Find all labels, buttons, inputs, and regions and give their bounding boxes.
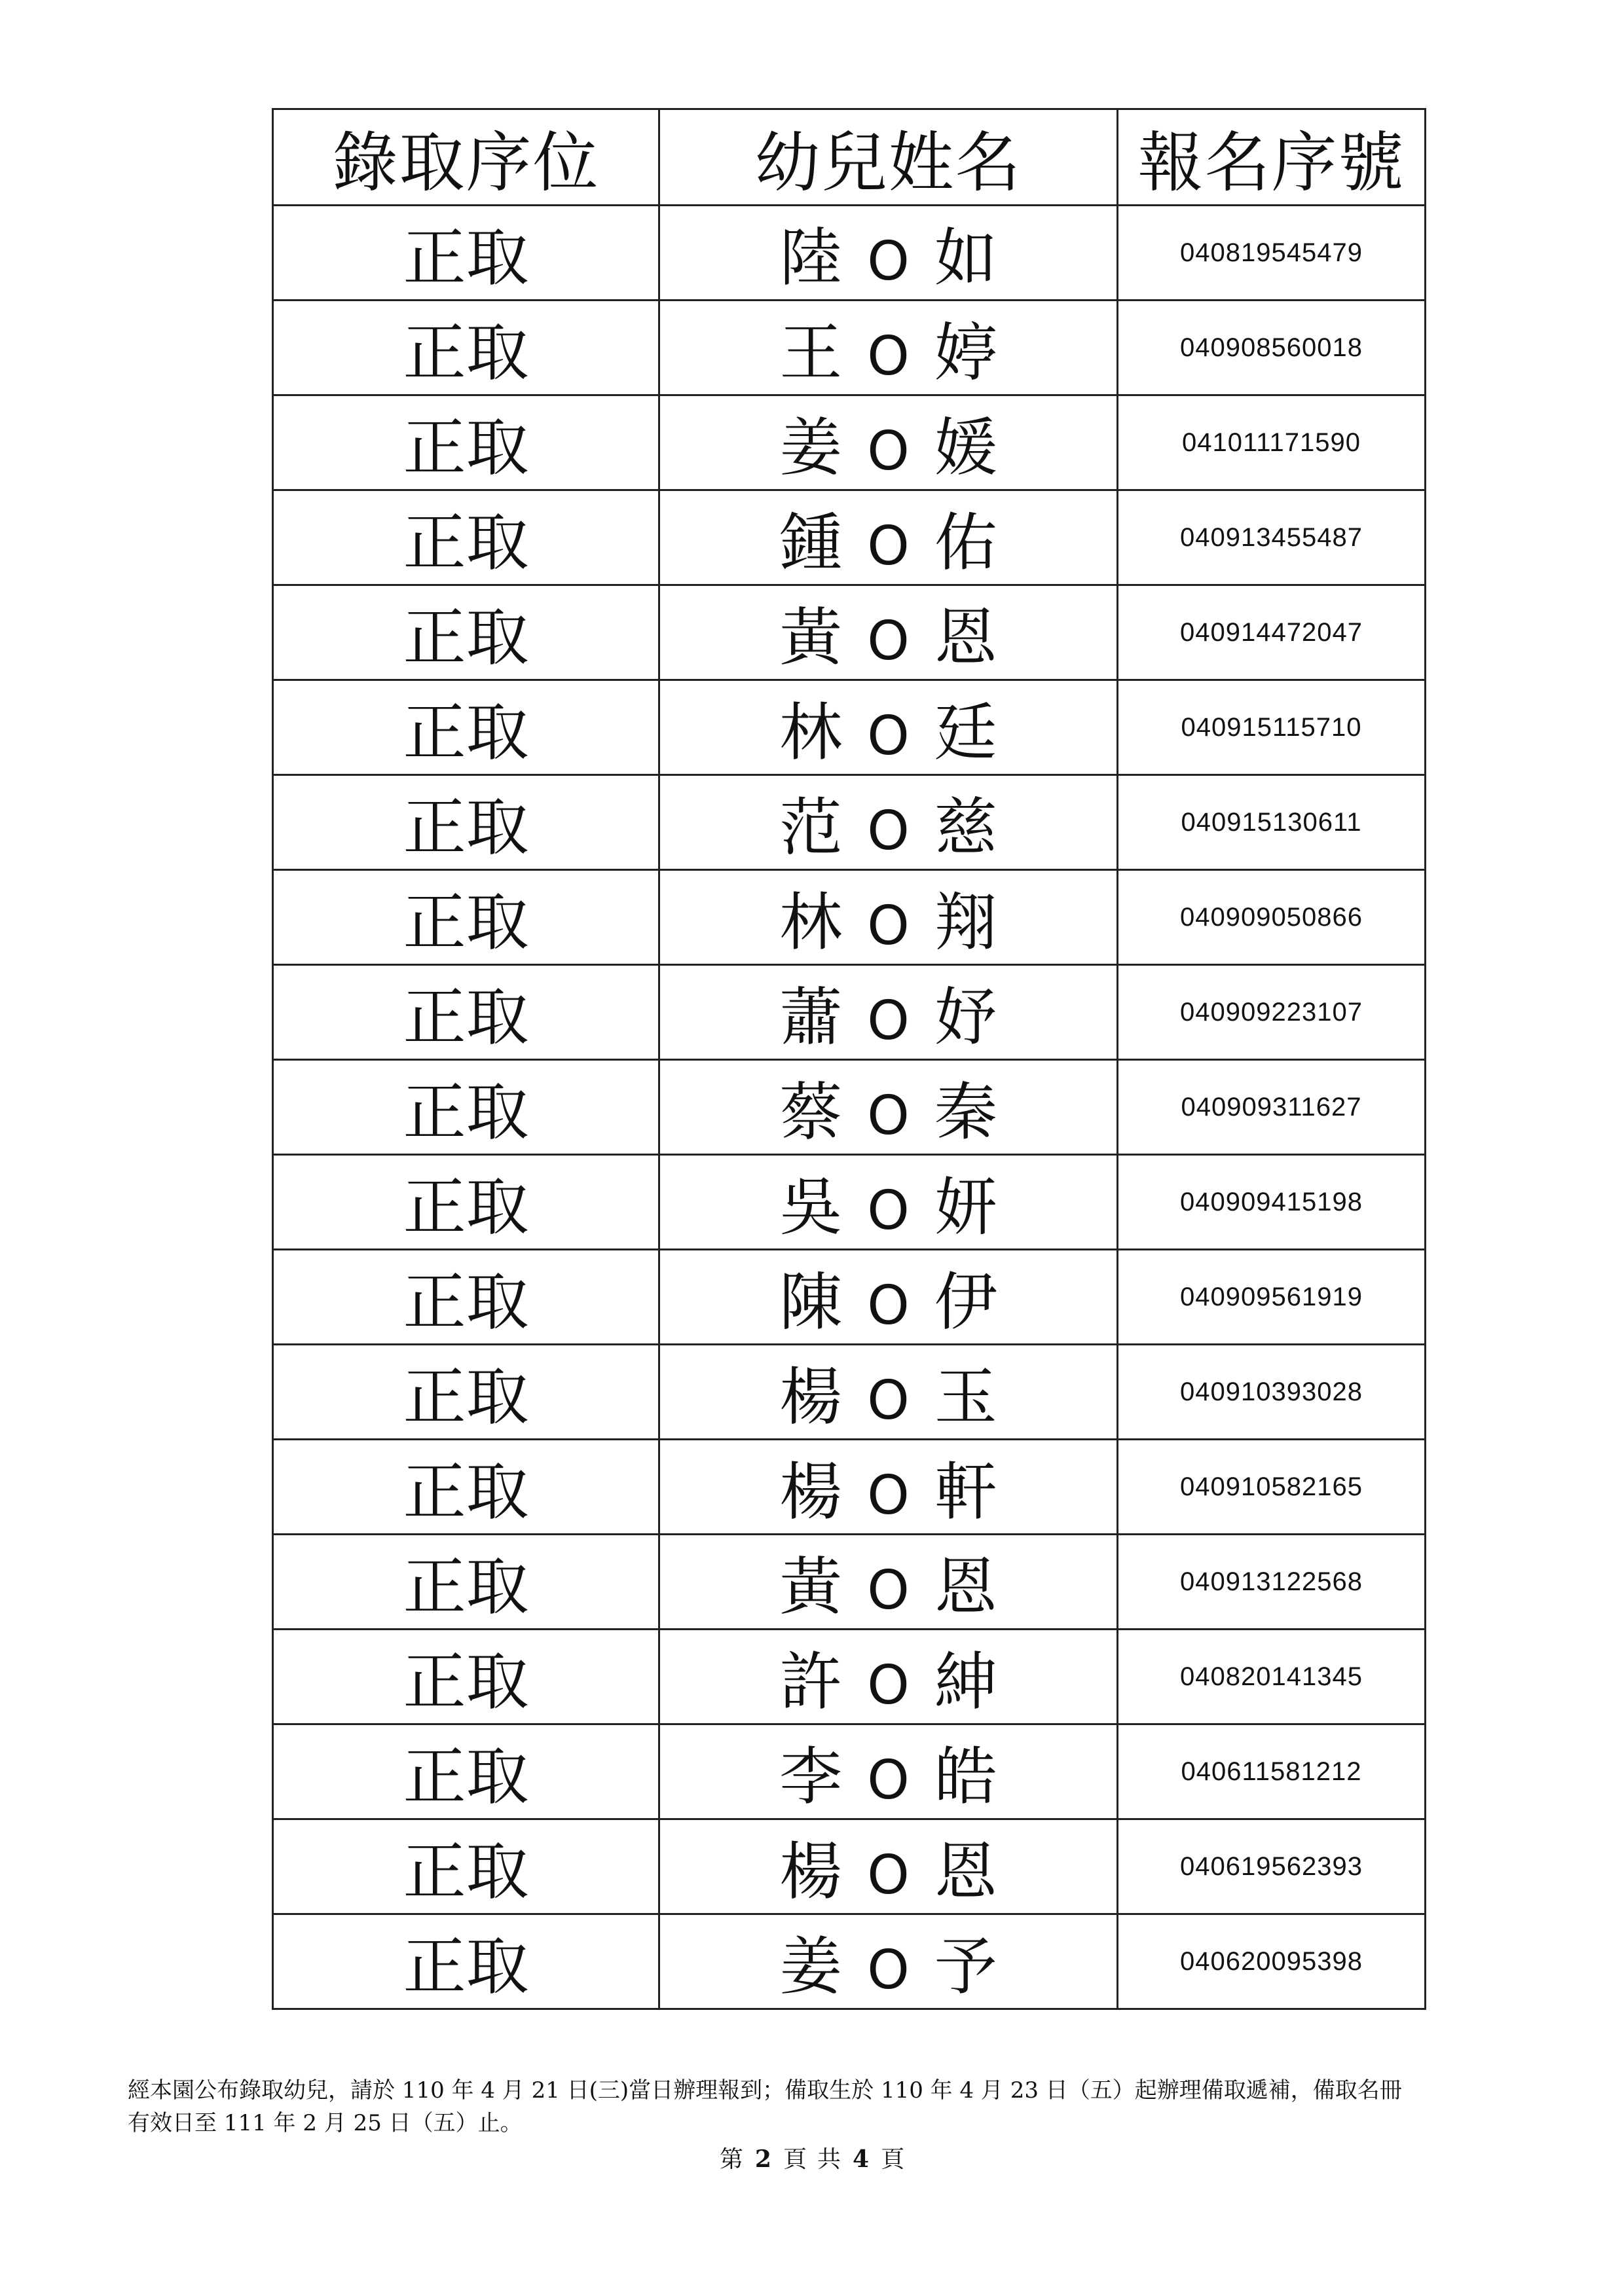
- registration-number-cell: 040909561919: [1118, 1250, 1426, 1345]
- child-name-given: 妤: [934, 980, 997, 1054]
- child-name-cell: [659, 1250, 1118, 1345]
- child-name-mask: O: [867, 1084, 910, 1147]
- child-name-given: 恩: [934, 600, 997, 674]
- table-row: [273, 680, 1426, 775]
- table-row: [273, 395, 1426, 490]
- child-name-mask: O: [867, 230, 910, 293]
- admission-status-cell: 正取: [273, 1914, 659, 2009]
- admission-status-cell: 正取: [273, 1819, 659, 1914]
- child-name-surname: 蕭: [779, 980, 843, 1054]
- child-name-mask: O: [867, 1654, 910, 1717]
- child-name-surname: 姜: [779, 410, 843, 484]
- table-row: [273, 775, 1426, 870]
- child-name-surname: 許: [779, 1645, 843, 1719]
- registration-number-cell: 040909415198: [1118, 1155, 1426, 1250]
- table-row: [273, 870, 1426, 965]
- page-mid-2: 共: [817, 2146, 841, 2173]
- child-name-given: 恩: [934, 1550, 997, 1624]
- child-name-surname: 李: [779, 1740, 843, 1813]
- registration-number-cell: 040908560018: [1118, 301, 1426, 395]
- table-row: [273, 1535, 1426, 1630]
- child-name-cell: [659, 1535, 1118, 1630]
- registration-number-cell: 040820141345: [1118, 1630, 1426, 1724]
- child-name-given: 媛: [934, 410, 997, 484]
- table-row: [273, 1630, 1426, 1724]
- child-name-surname: 黃: [779, 600, 843, 674]
- child-name-cell: [659, 1155, 1118, 1250]
- admission-status-cell: 正取: [273, 1630, 659, 1724]
- admission-status-cell: 正取: [273, 1060, 659, 1155]
- child-name-given: 秦: [934, 1075, 997, 1149]
- child-name-given: 婷: [934, 316, 997, 390]
- admission-status-cell: 正取: [273, 965, 659, 1060]
- admission-status-cell: 正取: [273, 870, 659, 965]
- admission-status-cell: 正取: [273, 301, 659, 395]
- page-mid-1: 頁: [783, 2146, 807, 2173]
- child-name-cell: [659, 1345, 1118, 1440]
- child-name-mask: O: [867, 894, 910, 957]
- child-name-mask: O: [867, 1939, 910, 2001]
- child-name-cell: [659, 395, 1118, 490]
- page-total: 4: [853, 2145, 870, 2173]
- admission-table: [272, 108, 1426, 2010]
- child-name-surname: 范: [779, 790, 843, 864]
- admission-status-cell: 正取: [273, 1724, 659, 1819]
- admission-status-cell: 正取: [273, 395, 659, 490]
- table-body: [273, 206, 1426, 2009]
- child-name-mask: O: [867, 989, 910, 1052]
- child-name-mask: O: [867, 1369, 910, 1432]
- registration-number-cell: 040915130611: [1118, 775, 1426, 870]
- child-name-mask: O: [867, 325, 910, 388]
- registration-number-cell: 040611581212: [1118, 1724, 1426, 1819]
- child-name-given: 翔: [934, 885, 997, 959]
- child-name-cell: [659, 1440, 1118, 1535]
- child-name-surname: 姜: [779, 1929, 843, 2003]
- child-name-cell: [659, 490, 1118, 585]
- page-current: 2: [754, 2145, 771, 2173]
- child-name-given: 佑: [934, 505, 997, 579]
- admission-status-cell: 正取: [273, 1250, 659, 1345]
- child-name-cell: [659, 1724, 1118, 1819]
- table-header-row: [273, 109, 1426, 206]
- child-name-given: 妍: [934, 1170, 997, 1244]
- page-prefix: 第: [719, 2146, 743, 2173]
- child-name-cell: [659, 1819, 1118, 1914]
- registration-number-cell: 040914472047: [1118, 585, 1426, 680]
- child-name-given: 伊: [934, 1265, 997, 1339]
- child-name-given: 予: [934, 1929, 997, 2003]
- child-name-given: 玉: [934, 1360, 997, 1434]
- child-name-surname: 黃: [779, 1550, 843, 1624]
- child-name-given: 恩: [934, 1834, 997, 1908]
- registration-number-cell: 040910393028: [1118, 1345, 1426, 1440]
- table-row: [273, 1819, 1426, 1914]
- child-name-cell: [659, 775, 1118, 870]
- registration-number-cell: 040909311627: [1118, 1060, 1426, 1155]
- admission-status-cell: 正取: [273, 206, 659, 301]
- admission-status-cell: 正取: [273, 680, 659, 775]
- child-name-cell: [659, 870, 1118, 965]
- table-row: [273, 490, 1426, 585]
- child-name-mask: O: [867, 610, 910, 672]
- header-child-name: 幼兒姓名: [659, 109, 1118, 206]
- registration-number-cell: 040620095398: [1118, 1914, 1426, 2009]
- table-row: [273, 1724, 1426, 1819]
- admission-status-cell: 正取: [273, 775, 659, 870]
- child-name-cell: [659, 1630, 1118, 1724]
- admission-status-cell: 正取: [273, 490, 659, 585]
- footer-note: [128, 2074, 1536, 2140]
- admission-status-cell: 正取: [273, 1155, 659, 1250]
- child-name-given: 軒: [934, 1455, 997, 1529]
- child-name-surname: 蔡: [779, 1075, 843, 1149]
- child-name-cell: [659, 965, 1118, 1060]
- child-name-cell: [659, 1060, 1118, 1155]
- table-row: [273, 1155, 1426, 1250]
- child-name-surname: 陳: [779, 1265, 843, 1339]
- child-name-cell: [659, 206, 1118, 301]
- admission-status-cell: 正取: [273, 1440, 659, 1535]
- page-number: [0, 2141, 1624, 2174]
- page-suffix: 頁: [881, 2146, 905, 2173]
- footer-note-line-2: 有效日至 111 年 2 月 25 日（五）止。: [128, 2110, 523, 2136]
- admission-status-cell: 正取: [273, 1535, 659, 1630]
- child-name-given: 如: [934, 221, 997, 295]
- table-row: [273, 301, 1426, 395]
- child-name-mask: O: [867, 515, 910, 577]
- table-row: [273, 965, 1426, 1060]
- table-row: [273, 1440, 1426, 1535]
- child-name-cell: [659, 301, 1118, 395]
- registration-number-cell: 040913455487: [1118, 490, 1426, 585]
- child-name-surname: 鍾: [779, 505, 843, 579]
- table-row: [273, 1060, 1426, 1155]
- registration-number-cell: 040913122568: [1118, 1535, 1426, 1630]
- registration-number-cell: 040819545479: [1118, 206, 1426, 301]
- child-name-surname: 楊: [779, 1360, 843, 1434]
- admission-status-cell: 正取: [273, 585, 659, 680]
- child-name-mask: O: [867, 1274, 910, 1337]
- child-name-cell: [659, 585, 1118, 680]
- registration-number-cell: 040915115710: [1118, 680, 1426, 775]
- child-name-mask: O: [867, 1749, 910, 1812]
- child-name-mask: O: [867, 1559, 910, 1622]
- header-admission-rank: 錄取序位: [273, 109, 659, 206]
- registration-number-cell: 040909223107: [1118, 965, 1426, 1060]
- registration-number-cell: 040910582165: [1118, 1440, 1426, 1535]
- child-name-mask: O: [867, 1179, 910, 1242]
- registration-number-cell: 040909050866: [1118, 870, 1426, 965]
- admission-table-container: [272, 108, 1424, 2010]
- table-row: [273, 1914, 1426, 2009]
- child-name-surname: 楊: [779, 1455, 843, 1529]
- child-name-surname: 王: [779, 316, 843, 390]
- child-name-given: 紳: [934, 1645, 997, 1719]
- child-name-mask: O: [867, 704, 910, 767]
- child-name-surname: 吳: [779, 1170, 843, 1244]
- child-name-given: 皓: [934, 1740, 997, 1813]
- table-row: [273, 1250, 1426, 1345]
- registration-number-cell: 041011171590: [1118, 395, 1426, 490]
- child-name-mask: O: [867, 420, 910, 483]
- child-name-mask: O: [867, 799, 910, 862]
- child-name-mask: O: [867, 1464, 910, 1527]
- child-name-surname: 林: [779, 885, 843, 959]
- child-name-surname: 楊: [779, 1834, 843, 1908]
- header-registration-number: 報名序號: [1118, 109, 1426, 206]
- child-name-cell: [659, 680, 1118, 775]
- admission-status-cell: 正取: [273, 1345, 659, 1440]
- child-name-surname: 陸: [779, 221, 843, 295]
- registration-number-cell: 040619562393: [1118, 1819, 1426, 1914]
- footer-note-line-1: 經本園公布錄取幼兒，請於 110 年 4 月 21 日(三)當日辦理報到；備取生於 110 年 4 月 23 日（五）起辦理備取遞補，備取名冊: [128, 2077, 1402, 2104]
- child-name-given: 廷: [934, 695, 997, 769]
- table-row: [273, 1345, 1426, 1440]
- child-name-given: 慈: [934, 790, 997, 864]
- table-row: [273, 206, 1426, 301]
- table-row: [273, 585, 1426, 680]
- child-name-mask: O: [867, 1844, 910, 1906]
- child-name-surname: 林: [779, 695, 843, 769]
- child-name-cell: [659, 1914, 1118, 2009]
